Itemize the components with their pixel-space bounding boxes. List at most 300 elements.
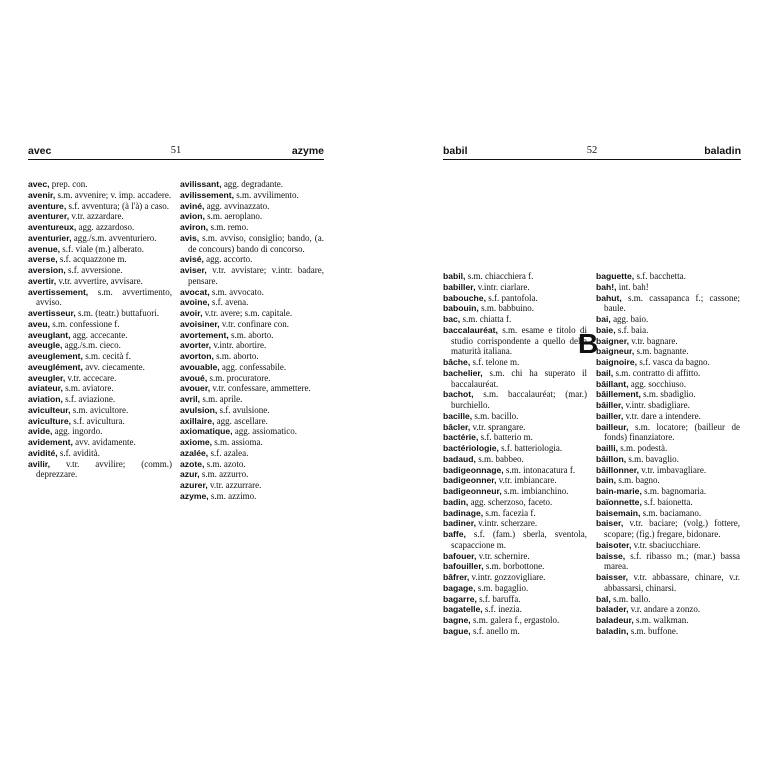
entry-headword: baladin, [596,625,629,636]
entry-headword: aviculture, [28,415,71,426]
dictionary-entry [180,201,324,212]
entry-definition: v.tr. schernire. [476,550,530,561]
entry-definition: s.f. ribasso m.; (mar.) bassa marea. [604,550,740,572]
entry-headword: bal, [596,593,611,604]
entry-definition: s.f. acquazzone m. [57,254,127,265]
dictionary-entry [28,373,172,384]
entry-headword: bagage, [443,582,476,593]
entry-definition: s.m. aviatore. [62,383,114,394]
right-column-2 [596,271,740,637]
entry-headword: babouin, [443,303,479,314]
entry-definition: v.tr. avvertire, avvisare. [56,275,143,286]
entry-definition: s.m. babbeo. [475,453,524,464]
entry-definition: s.m. avvocato. [209,286,264,297]
entry-headword: bâillon, [596,453,627,464]
entry-headword: baignoire, [596,357,638,367]
entry-definition: s.m. aprile. [200,394,243,404]
entry-headword: bailleur, [596,421,629,432]
entry-headword: aventure, [28,200,67,211]
dictionary-entry [28,362,172,373]
dictionary-entry [443,303,587,314]
entry-definition: s.m. azoto. [204,458,246,469]
entry-definition: s.m. esame e titolo di studio corrispondente a quello della maturità italiana. [451,324,587,357]
dictionary-entry [180,287,324,298]
entry-definition: s.m. azzurro. [199,469,249,480]
entry-definition: s.f. batterio m. [478,432,533,443]
dictionary-entry [443,626,587,637]
entry-headword: avortement, [180,329,229,340]
entry-definition: s.m. aeroplano. [204,211,263,222]
dictionary-entry [180,459,324,470]
entry-headword: baladeur, [596,615,634,625]
dictionary-entry [596,572,740,594]
left-column-2 [180,179,324,502]
dictionary-entry [28,330,172,341]
entry-definition: s.m. avvenire; v. imp. accadere. [55,189,172,200]
entry-headword: avide, [28,426,53,437]
entry-headword: aviateur, [28,383,63,394]
entry-headword: avoine, [180,297,210,308]
entry-headword: bâiller, [596,400,624,410]
entry-definition: s.m. avvilimento. [233,189,299,200]
entry-headword: baccalauréat, [443,324,498,335]
dictionary-entry [596,282,740,293]
entry-headword: baisoter, [596,539,632,550]
entry-headword: babouche, [443,292,486,303]
dictionary-entry [28,211,172,222]
dictionary-entry [596,551,740,573]
dictionary-entry [28,190,172,201]
entry-headword: bagarre, [443,593,477,604]
entry-headword: aviation, [28,394,63,404]
entry-definition: s.m. azzimo. [208,490,257,501]
entry-headword: bactérie, [443,432,479,443]
entry-definition: avv. ciecamente. [82,361,145,372]
dictionary-entry [180,190,324,201]
entry-definition: v.intr. scherzare. [475,518,538,529]
entry-headword: aviron, [180,222,209,232]
entry-definition: v.tr. avvilire; (comm.) deprezzare. [36,458,172,480]
entry-definition: agg. ingordo. [52,426,103,437]
dictionary-entry [28,287,172,309]
entry-definition: s.m. sbadiglio. [640,389,696,400]
dictionary-entry [443,465,587,476]
dictionary-entry [596,368,740,379]
entry-headword: axillaire, [180,415,215,426]
entry-headword: aveugler, [28,372,66,383]
entry-headword: avilissant, [180,179,222,189]
right-guide-word-last: baladin [704,145,741,157]
dictionary-entry [443,443,587,454]
entry-definition: s.m. bagnante. [634,346,689,357]
entry-headword: avertissement, [28,286,89,297]
dictionary-entry [596,325,740,336]
section-letter: B [578,328,599,359]
dictionary-entry [443,572,587,583]
entry-definition: v.intr. sbadigliare. [623,400,690,410]
entry-definition: s.m. galera f., ergastolo. [470,615,560,625]
entry-definition: s.m. aborto. [228,329,274,340]
dictionary-entry [180,330,324,341]
entry-definition: s.f. avventura; (à l'à) a caso. [66,200,170,211]
entry-definition: s.m. avviso, consiglio; bando, (a. de concours) bando di concorso. [188,232,324,254]
entry-definition: v.tr. bagnare. [628,335,678,346]
entry-definition: s.f. azalea. [208,447,249,458]
entry-definition: s.m. cecità f. [82,351,131,361]
dictionary-entry [28,416,172,427]
entry-definition: v.tr. baciare; (volg.) fottere, scopare; (fig.) fregare, bidonare. [604,518,740,539]
dictionary-entry [28,319,172,330]
dictionary-entry [443,411,587,422]
dictionary-entry [28,394,172,405]
dictionary-entry [596,540,740,551]
dictionary-entry [180,308,324,319]
dictionary-entry [443,561,587,572]
entry-headword: baie, [596,324,616,335]
dictionary-entry [596,346,740,357]
dictionary-entry [596,594,740,605]
dictionary-entry [443,293,587,304]
entry-definition: s.m. facezia f. [483,507,536,518]
dictionary-entry [180,179,324,190]
entry-definition: s.f. anello m. [470,625,520,636]
dictionary-entry [180,297,324,308]
entry-headword: babil, [443,271,466,281]
entry-definition: s.f. telone m. [470,357,520,367]
entry-definition: s.f. avulsione. [217,404,270,415]
entry-definition: s.m. babbuino. [478,303,535,314]
dictionary-entry [443,594,587,605]
dictionary-entry [28,201,172,212]
dictionary-entry [596,443,740,454]
entry-definition: s.m. baciamano. [640,507,702,518]
entry-definition: v.intr. gozzovigliare. [469,572,546,582]
entry-headword: avorton, [180,351,214,361]
entry-definition: agg. azzardoso. [76,222,135,232]
entry-headword: badigeonnage, [443,464,504,475]
dictionary-entry [28,351,172,362]
entry-headword: bailli, [596,443,618,453]
dictionary-entry [443,422,587,433]
dictionary-entry [443,518,587,529]
entry-definition: v.tr. sbaciucchiare. [631,539,701,550]
dictionary-entry [28,437,172,448]
entry-definition: s.m. procuratore. [207,372,271,383]
dictionary-entry [596,615,740,626]
entry-definition: s.m. walkman. [633,615,689,625]
dictionary-entry [596,379,740,390]
dictionary-entry [443,529,587,551]
entry-definition: agg./s.m. cieco. [62,340,121,351]
entry-definition: agg. avvinazzato. [204,200,270,211]
entry-headword: badiner, [443,518,476,529]
dictionary-entry [596,357,740,368]
dictionary-entry [28,222,172,233]
entry-headword: avion, [180,211,205,222]
entry-headword: avouer, [180,383,211,394]
entry-definition: s.f. vasca da bagno. [637,357,710,367]
entry-definition: s.m. assioma. [212,437,263,447]
entry-definition: s.f. avicultura. [71,415,125,426]
entry-headword: avenir, [28,189,56,200]
dictionary-entry [443,454,587,465]
entry-headword: babiller, [443,281,476,292]
dictionary-entry [28,405,172,416]
dictionary-entry [28,233,172,244]
entry-headword: aviné, [180,200,205,211]
entry-definition: v.tr. accecare. [65,372,117,383]
dictionary-entry [443,551,587,562]
dictionary-entry [596,389,740,400]
dictionary-entry [180,383,324,394]
entry-definition: v.tr. confinare con. [219,318,290,329]
entry-headword: avoir, [180,308,203,318]
entry-definition: s.f. avversione. [65,265,123,275]
left-column-1 [28,179,172,480]
entry-definition: s.f. batteriologia. [498,443,563,453]
entry-headword: avocat, [180,286,210,297]
entry-headword: bactériologie, [443,443,499,453]
entry-definition: s.m. cassapanca f.; cassone; baule. [604,292,740,314]
entry-headword: bâillonner, [596,464,639,475]
entry-headword: aveuglément, [28,361,83,372]
entry-headword: avidement, [28,437,73,447]
entry-headword: baïonnette, [596,496,642,507]
entry-definition: v.r. andare a zonzo. [628,604,701,615]
entry-definition: agg. accecante. [70,329,128,340]
dictionary-entry [28,244,172,255]
entry-headword: bague, [443,625,471,636]
entry-definition: s.f. viale (m.) alberato. [60,243,144,254]
entry-definition: s.m. podestà. [617,443,668,453]
entry-headword: baiser, [596,518,624,529]
dictionary-entry [180,448,324,459]
entry-headword: aveuglant, [28,329,71,340]
dictionary-entry [180,351,324,362]
entry-headword: avisé, [180,254,204,265]
entry-headword: avidité, [28,447,58,458]
entry-definition: s.m. avvertimento, avviso. [36,286,172,308]
entry-headword: aventurer, [28,211,70,222]
dictionary-entry [596,336,740,347]
entry-headword: badigeonneur, [443,486,502,496]
entry-definition: v.tr. azzardare. [69,211,124,222]
entry-definition: agg. scherzoso, faceto. [468,496,553,507]
entry-headword: badinage, [443,507,484,518]
dictionary-entry [443,271,587,282]
right-column-1 [443,271,587,637]
entry-definition: v.intr. abortire. [211,340,267,351]
dictionary-entry [443,604,587,615]
dictionary-entry [180,491,324,502]
dictionary-entry [28,426,172,437]
dictionary-entry [596,497,740,508]
entry-headword: avilir, [28,458,50,469]
dictionary-entry [28,308,172,319]
right-page [443,145,741,636]
entry-definition: v.tr. dare a intendere. [623,410,701,421]
entry-headword: baisse, [596,550,626,561]
dictionary-entry [596,465,740,476]
entry-definition: s.f. avena. [209,297,249,308]
entry-definition: s.m. baccalauréat; (mar.) burchiello. [451,389,587,410]
entry-definition: s.f. aviazione. [62,394,116,404]
dictionary-entry [180,373,324,384]
entry-definition: v.intr. ciarlare. [475,281,530,292]
entry-headword: aviser, [180,265,207,275]
entry-headword: baisemain, [596,507,641,518]
entry-definition: agg. degradante. [221,179,284,189]
entry-definition: s.m. chi ha superato il baccalauréat. [451,367,587,389]
left-guide-word-first: avec [28,145,52,157]
entry-headword: avulsion, [180,404,218,415]
entry-headword: avis, [180,232,200,243]
entry-definition: s.m. remo. [208,222,249,232]
dictionary-entry [443,475,587,486]
entry-headword: azurer, [180,480,208,490]
dictionary-entry [443,357,587,368]
dictionary-entry [180,211,324,222]
entry-definition: v.tr. avvistare; v.intr. badare, pensare. [188,265,324,286]
right-page-number: 52 [586,145,598,156]
dictionary-entry [28,459,172,481]
dictionary-entry [596,400,740,411]
entry-definition: s.m. chiacchiera f. [465,271,534,281]
dictionary-entry [28,448,172,459]
entry-definition: s.m. bagaglio. [475,582,529,593]
entry-headword: aventureux, [28,222,77,232]
dictionary-entry [443,583,587,594]
dictionary-entry [596,486,740,497]
entry-headword: bâcler, [443,421,471,432]
entry-headword: bafouer, [443,550,477,561]
entry-headword: badaud, [443,453,476,464]
entry-headword: bah!, [596,281,617,292]
entry-definition: agg. baio. [610,314,649,324]
entry-headword: avertir, [28,275,57,286]
entry-headword: avril, [180,394,201,404]
entry-definition: s.m. chiatta f. [460,314,512,324]
dictionary-entry [28,383,172,394]
dictionary-entry [596,271,740,282]
entry-definition: v.tr. azzurrare. [207,480,262,490]
entry-headword: aversion, [28,265,66,275]
dictionary-entry [596,508,740,519]
entry-headword: avoisiner, [180,318,220,329]
dictionary-entry [443,282,587,293]
entry-headword: bain, [596,475,617,486]
entry-headword: avilissement, [180,189,234,200]
entry-headword: aveuglement, [28,351,83,361]
entry-headword: bagatelle, [443,604,483,615]
entry-definition: s.f. inezia. [482,604,522,615]
entry-headword: bachelier, [443,367,483,378]
dictionary-entry [180,437,324,448]
dictionary-entry [180,265,324,287]
entry-definition: s.m. intonacatura f. [503,464,576,475]
entry-headword: balader, [596,604,629,615]
dictionary-entry [443,389,587,411]
entry-definition: v.tr. sprangare. [470,421,526,432]
dictionary-entry [28,254,172,265]
entry-definition: s.f. bacchetta. [634,271,686,281]
dictionary-entry [180,362,324,373]
entry-headword: baigner, [596,335,629,346]
entry-headword: bafouiller, [443,561,484,572]
entry-headword: bailler, [596,410,624,421]
entry-headword: azote, [180,458,205,469]
entry-definition: prep. con. [49,179,88,189]
dictionary-entry [180,233,324,255]
entry-definition: s.m. imbianchino. [501,486,569,496]
entry-definition: s.m. bacillo. [472,410,519,421]
dictionary-entry [28,340,172,351]
entry-definition: avv. avidamente. [72,437,136,447]
entry-definition: s.f. (fam.) sberla, sventola, scapaccione m. [451,529,587,550]
entry-headword: aveugle, [28,340,63,351]
entry-definition: v.tr. imbiancare. [496,475,557,486]
entry-headword: baguette, [596,271,635,281]
entry-headword: bâillement, [596,389,641,400]
entry-definition: s.m. ballo. [610,593,651,604]
dictionary-entry [596,314,740,325]
entry-headword: azyme, [180,490,209,501]
dictionary-entry [596,518,740,540]
dictionary-entry [596,475,740,486]
entry-headword: bai, [596,314,611,324]
dictionary-entry [28,265,172,276]
entry-definition: v.tr. imbavagliare. [638,464,707,475]
entry-definition: agg./s.m. avventuriero. [71,232,157,243]
entry-definition: s.m. bagno. [616,475,660,486]
entry-definition: int. bah! [616,281,649,292]
entry-definition: s.m. bavaglio. [626,453,679,464]
dictionary-entry [180,405,324,416]
left-page-number: 51 [170,145,182,156]
entry-definition: agg. socchiuso. [628,378,686,389]
entry-headword: avec, [28,179,50,189]
right-guide-word-first: babil [443,145,468,157]
entry-definition: s.m. borbottone. [483,561,545,572]
entry-headword: bahut, [596,292,622,303]
entry-headword: aviculteur, [28,404,71,415]
dictionary-entry [443,432,587,443]
entry-definition: s.f. baia. [615,324,649,335]
entry-definition: s.m. aborto. [213,351,259,361]
entry-headword: axiome, [180,437,213,447]
entry-definition: s.m. bagnomaria. [641,486,707,496]
entry-definition: s.f. avidità. [57,447,100,458]
entry-headword: aventurier, [28,232,72,243]
entry-headword: avertisseur, [28,308,76,318]
entry-definition: agg. ascellare. [214,415,268,426]
entry-headword: azalée, [180,447,209,458]
entry-headword: avouable, [180,361,220,372]
dictionary-entry [180,480,324,491]
dictionary-entry [28,276,172,287]
entry-definition: agg. assiomatico. [232,426,298,437]
dictionary-entry [28,179,172,190]
entry-definition: s.f. baionetta. [641,496,693,507]
dictionary-entry [443,368,587,390]
entry-headword: averse, [28,254,58,265]
entry-headword: azur, [180,469,200,480]
entry-definition: s.m. (teatr.) buttafuori. [75,308,160,318]
dictionary-entry [443,486,587,497]
entry-headword: badigeonner, [443,475,497,486]
dictionary-entry [596,411,740,422]
dictionary-entry [596,454,740,465]
